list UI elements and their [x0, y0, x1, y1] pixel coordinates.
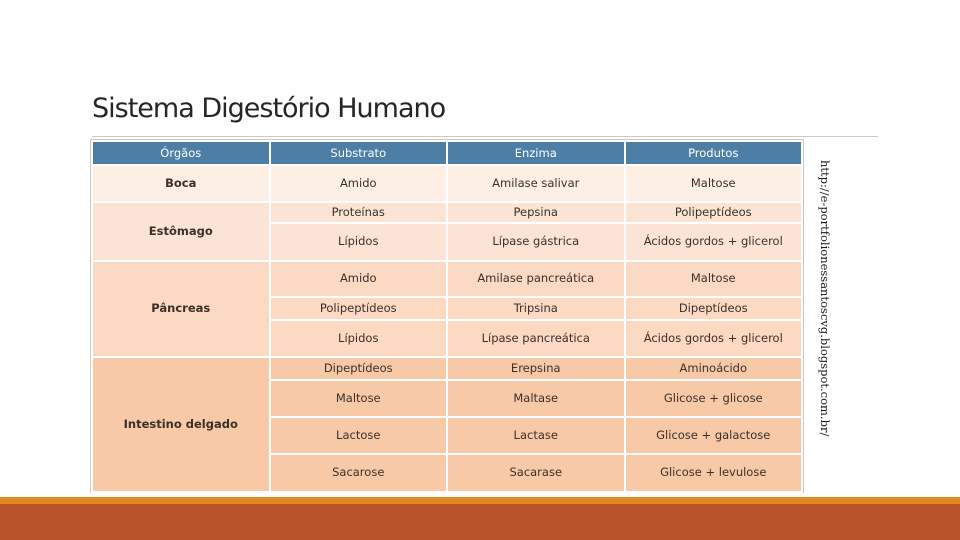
enzima-cell: Lípase gástrica [447, 223, 625, 261]
produtos-cell: Maltose [625, 261, 803, 297]
enzima-cell: Sacarase [447, 454, 625, 492]
produtos-cell: Dipeptídeos [625, 297, 803, 320]
substrato-cell: Amido [270, 261, 448, 297]
enzima-cell: Erepsina [447, 357, 625, 380]
header-substrato: Substrato [270, 141, 448, 165]
organ-cell-boca: Boca [92, 165, 270, 202]
substrato-cell: Maltose [270, 380, 448, 417]
produtos-cell: Aminoácido [625, 357, 803, 380]
header-produtos: Produtos [625, 141, 803, 165]
source-url-caption: http://e-portfolionessantoscvg.blogspot.com.br/ [818, 160, 832, 437]
table-row [92, 357, 802, 380]
produtos-cell: Glicose + galactose [625, 417, 803, 454]
footer-accent-stripe [0, 497, 960, 504]
substrato-cell: Amido [270, 165, 448, 202]
enzima-cell: Maltase [447, 380, 625, 417]
table-row [92, 165, 802, 202]
enzima-cell: Amilase salivar [447, 165, 625, 202]
produtos-cell: Ácidos gordos + glicerol [625, 223, 803, 261]
digestion-table-image [90, 139, 804, 493]
enzima-cell: Lípase pancreática [447, 320, 625, 357]
table-header-row [92, 141, 802, 165]
produtos-cell: Ácidos gordos + glicerol [625, 320, 803, 357]
header-orgaos: Órgãos [92, 141, 270, 165]
header-enzima: Enzima [447, 141, 625, 165]
table-row [92, 261, 802, 297]
slide-title: Sistema Digestório Humano [92, 93, 446, 124]
substrato-cell: Proteínas [270, 202, 448, 223]
substrato-cell: Lactose [270, 417, 448, 454]
digestion-table [91, 140, 803, 493]
produtos-cell: Glicose + glicose [625, 380, 803, 417]
produtos-cell: Maltose [625, 165, 803, 202]
title-divider [92, 136, 878, 137]
produtos-cell: Glicose + levulose [625, 454, 803, 492]
organ-cell-intestino-delgado: Intestino delgado [92, 357, 270, 492]
substrato-cell: Lípidos [270, 320, 448, 357]
enzima-cell: Lactase [447, 417, 625, 454]
substrato-cell: Polipeptídeos [270, 297, 448, 320]
substrato-cell: Lípidos [270, 223, 448, 261]
organ-cell-pancreas: Pâncreas [92, 261, 270, 357]
footer-bar [0, 504, 960, 540]
substrato-cell: Dipeptídeos [270, 357, 448, 380]
substrato-cell: Sacarose [270, 454, 448, 492]
produtos-cell: Polipeptídeos [625, 202, 803, 223]
organ-cell-estomago: Estômago [92, 202, 270, 261]
table-row [92, 202, 802, 223]
enzima-cell: Pepsina [447, 202, 625, 223]
enzima-cell: Amilase pancreática [447, 261, 625, 297]
enzima-cell: Tripsina [447, 297, 625, 320]
